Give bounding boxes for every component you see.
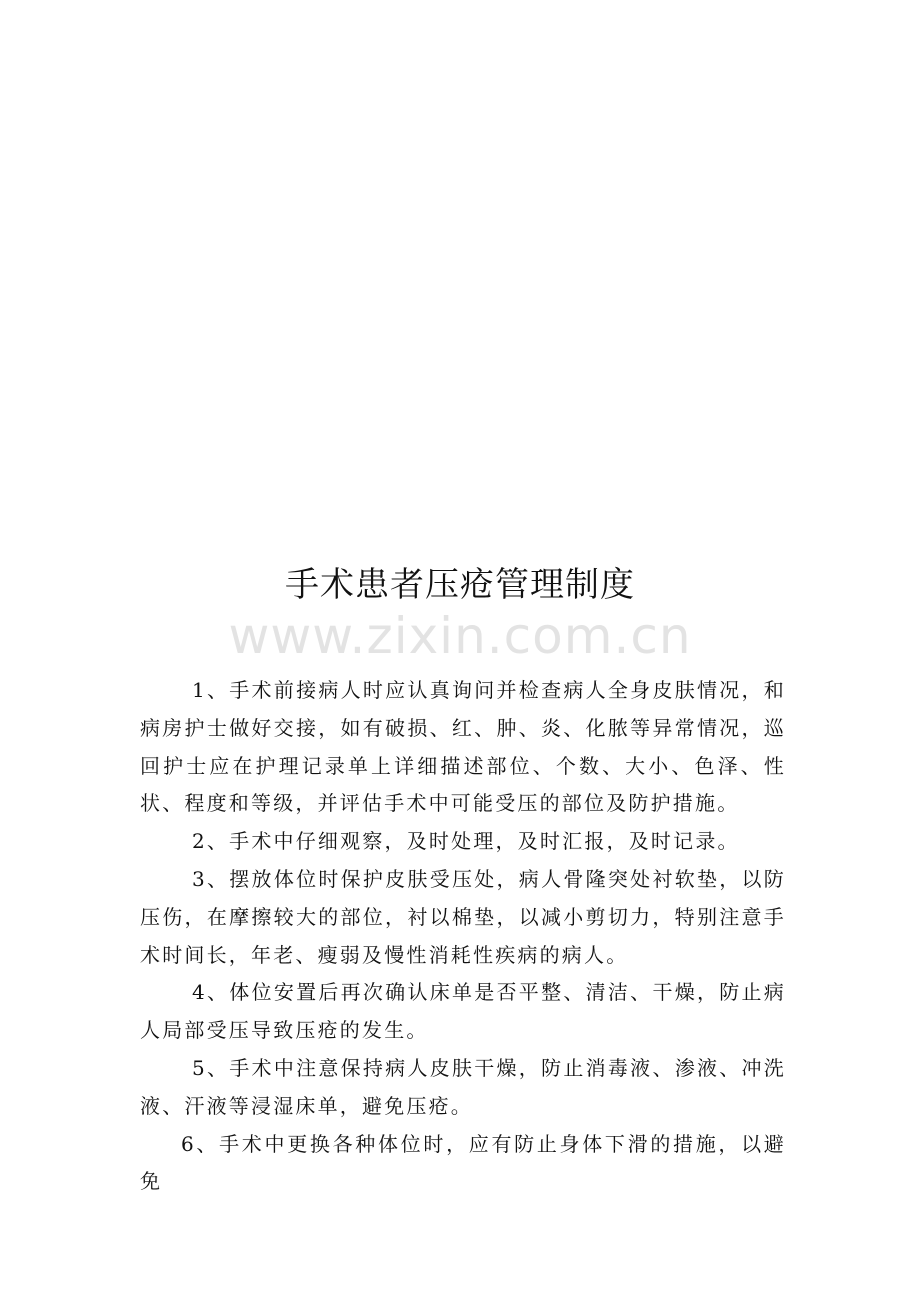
paragraph-4: 4、体位安置后再次确认床单是否平整、清洁、干燥，防止病人局部受压导致压疮的发生。 [140,980,786,1043]
document-body [140,672,786,1201]
paragraph-3: 3、摆放体位时保护皮肤受压处，病人骨隆突处衬软垫，以防压伤，在摩擦较大的部位，衬以棉垫，以减小剪切力，特别注意手术时间长，年老、瘦弱及慢性消耗性疾病的病人。 [140,866,786,967]
watermark-text: www.zixin.com.cn [228,607,692,665]
page-title: 手术患者压疮管理制度 [285,565,635,605]
paragraph-2: 2、手术中仔细观察，及时处理，及时汇报，及时记录。 [192,829,740,854]
paragraph-5: 5、手术中注意保持病人皮肤干燥，防止消毒液、渗液、冲洗液、汗液等浸湿床单，避免压疮。 [140,1055,786,1118]
paragraph-1: 1、手术前接病人时应认真询问并检查病人全身皮肤情况，和病房护士做好交接，如有破损、红、肿、炎、化脓等异常情况，巡回护士应在护理记录单上详细描述部位、个数、大小、色泽、性状、程度和等级，并评估手术中可能受压的部位及防护措施。 [140,678,786,816]
paragraph-6: 6、手术中更换各种体位时，应有防止身体下滑的措施，以避免 [140,1131,786,1194]
